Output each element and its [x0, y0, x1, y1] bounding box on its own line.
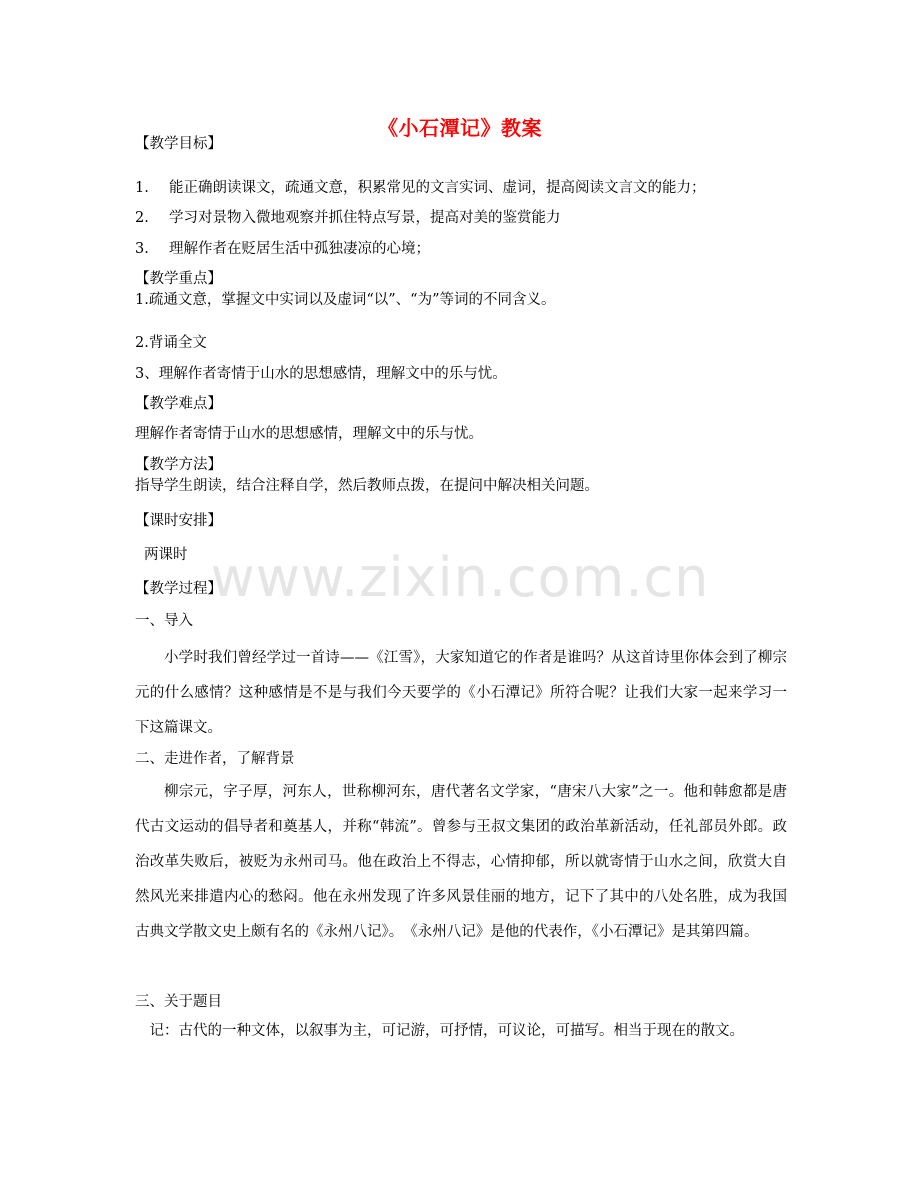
- objectives-heading: 【教学目标】: [135, 136, 222, 152]
- schedule-text: 两课时: [144, 547, 188, 563]
- step2-paragraph: 柳宗元，字子厚，河东人，世称柳河东，唐代著名文学家，“唐宋八大家”之一。他和韩愈都是唐代古文运动的倡导者和奠基人，并称“韩流”。曾参与王叔文集团的政治革新活动，任礼部员外郎。政治改革失败后，被贬为永州司马。他在政治上不得志，心情抑郁，所以就寄情于山水之间，欣赏大自然风光来排遣内心的愁闷。他在永州发现了许多风景佳丽的地方，记下了其中的八处名胜，成为我国古典文学散文史上颇有名的《永州八记》。 《永州八记》是他的代表作，《小石潭记》是其第四篇。: [135, 784, 787, 940]
- difficulty-heading: 【教学难点】: [135, 396, 222, 412]
- schedule-heading: 【课时安排】: [135, 513, 222, 529]
- key-point-item: 1.疏通文意，掌握文中实词以及虚词“以”、“为”等词的不同含义。: [135, 292, 556, 308]
- step1-paragraph: 小学时我们曾经学过一首诗——《江雪》，大家知道它的作者是谁吗？从这首诗里你体会到了柳宗元的什么感情？这种感情是不是与我们今天要学的《小石潭记》所符合呢？让我们大家一起来学习一下这篇课文。: [135, 650, 787, 736]
- objective-item: [135, 178, 706, 198]
- objective-text: 理解作者在贬居生活中孤独凄凉的心境；: [169, 241, 430, 257]
- objective-item: [135, 208, 561, 228]
- key-point-item: 3、理解作者寄情于山水的思想感情，理解文中的乐与忧。: [135, 366, 507, 382]
- step3-paragraph: 记：古代的一种文体，以叙事为主，可记游，可抒情，可议论，可描写。相当于现在的散文。: [149, 1023, 744, 1039]
- method-text: 指导学生朗读，结合注释自学，然后教师点拨，在提问中解决相关问题。: [135, 478, 599, 494]
- step1-heading: 一、导入: [135, 613, 193, 629]
- step3-heading: 三、关于题目: [135, 994, 222, 1010]
- objective-item: [135, 239, 430, 259]
- watermark: www.zixin.com.cn: [210, 546, 710, 609]
- step2-heading: 二、走进作者，了解背景: [135, 751, 295, 767]
- document-title: 《小石潭记》教案: [378, 116, 542, 140]
- objective-number: 2.: [135, 210, 149, 226]
- key-points-heading: 【教学重点】: [135, 271, 222, 287]
- objective-number: 1.: [135, 180, 149, 196]
- objective-text: 学习对景物入微地观察并抓住特点写景，提高对美的鉴赏能力: [169, 210, 561, 226]
- objective-number: 3.: [135, 241, 149, 257]
- difficulty-text: 理解作者寄情于山水的思想感情，理解文中的乐与忧。: [135, 426, 483, 442]
- method-heading: 【教学方法】: [135, 457, 222, 473]
- key-point-item: 2.背诵全文: [135, 335, 207, 351]
- objective-text: 能正确朗读课文，疏通文意，积累常见的文言实词、虚词，提高阅读文言文的能力；: [169, 180, 706, 196]
- process-heading: 【教学过程】: [135, 581, 222, 597]
